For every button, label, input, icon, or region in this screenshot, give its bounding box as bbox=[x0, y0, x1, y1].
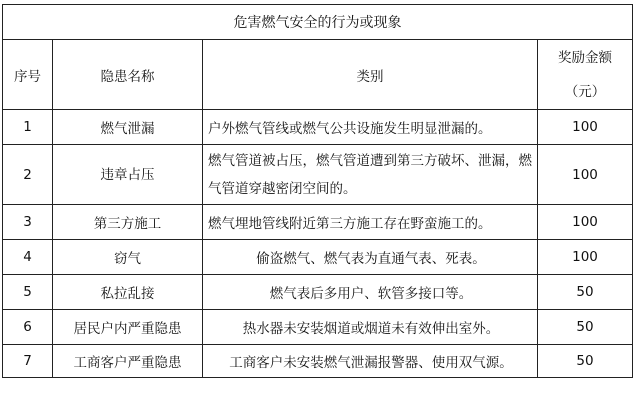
row-award: 50 bbox=[538, 345, 633, 378]
row-category: 燃气埋地管线附近第三方施工存在野蛮施工的。 bbox=[203, 205, 538, 240]
header-award-line1: 奖励金额 bbox=[558, 49, 612, 66]
row-name: 私拉乱接 bbox=[53, 275, 203, 310]
table-title: 危害燃气安全的行为或现象 bbox=[3, 5, 633, 40]
row-category: 燃气管道被占压，燃气管道遭到第三方破坏、泄漏，燃气管道穿越密闭空间的。 bbox=[203, 145, 538, 205]
header-award bbox=[538, 40, 633, 110]
table-row bbox=[3, 240, 633, 275]
row-name: 第三方施工 bbox=[53, 205, 203, 240]
row-category: 户外燃气管线或燃气公共设施发生明显泄漏的。 bbox=[203, 110, 538, 145]
row-category: 工商客户未安装燃气泄漏报警器、使用双气源。 bbox=[203, 345, 538, 378]
row-name: 居民户内严重隐患 bbox=[53, 310, 203, 345]
hazard-reward-table bbox=[2, 4, 633, 378]
row-award: 100 bbox=[538, 145, 633, 205]
row-index: 7 bbox=[3, 345, 53, 378]
row-name: 违章占压 bbox=[53, 145, 203, 205]
table-row bbox=[3, 205, 633, 240]
row-category: 热水器未安装烟道或烟道未有效伸出室外。 bbox=[203, 310, 538, 345]
row-index: 1 bbox=[3, 110, 53, 145]
row-award: 50 bbox=[538, 310, 633, 345]
row-award: 100 bbox=[538, 205, 633, 240]
row-index: 2 bbox=[3, 145, 53, 205]
header-name: 隐患名称 bbox=[53, 40, 203, 110]
table-row bbox=[3, 275, 633, 310]
row-category: 偷盗燃气、燃气表为直通气表、死表。 bbox=[203, 240, 538, 275]
row-index: 3 bbox=[3, 205, 53, 240]
row-award: 100 bbox=[538, 110, 633, 145]
row-index: 5 bbox=[3, 275, 53, 310]
row-index: 4 bbox=[3, 240, 53, 275]
row-name: 工商客户严重隐患 bbox=[53, 345, 203, 378]
row-category: 燃气表后多用户、软管多接口等。 bbox=[203, 275, 538, 310]
header-row bbox=[3, 40, 633, 110]
header-award-line2: （元） bbox=[564, 83, 606, 100]
row-name: 窃气 bbox=[53, 240, 203, 275]
row-index: 6 bbox=[3, 310, 53, 345]
table-row bbox=[3, 345, 633, 378]
row-award: 100 bbox=[538, 240, 633, 275]
table-row bbox=[3, 110, 633, 145]
row-name: 燃气泄漏 bbox=[53, 110, 203, 145]
table-row bbox=[3, 310, 633, 345]
title-row bbox=[3, 5, 633, 40]
header-category: 类别 bbox=[203, 40, 538, 110]
table-row bbox=[3, 145, 633, 205]
header-index: 序号 bbox=[3, 40, 53, 110]
row-award: 50 bbox=[538, 275, 633, 310]
